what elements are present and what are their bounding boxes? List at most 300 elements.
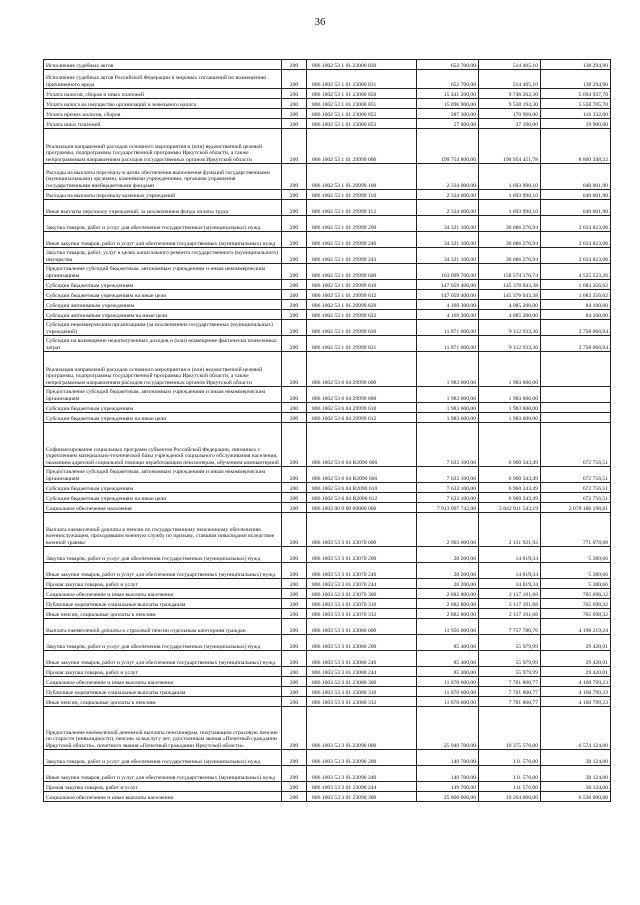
cell-executed-amount: 30 686 276,94 — [479, 248, 541, 264]
table-row — [44, 707, 611, 750]
cell-planned-amount: 15 096 900,00 — [417, 99, 479, 109]
cell-planned-amount: 7 633 100,00 — [417, 467, 479, 483]
cell-budget-code: 806 1002 53 6 04 29999 610 — [307, 403, 417, 413]
cell-description: Иные закупки товаров, работ и услуг для обеспечения государственных (муниципальных) нужд — [44, 563, 282, 579]
cell-planned-amount: 287 300,00 — [417, 109, 479, 119]
cell-budget-code: 806 1003 53 3 01 23070 300 — [307, 589, 417, 599]
cell-line-code: 200 — [282, 248, 307, 264]
cell-executed-amount: 19 375 576,00 — [479, 707, 541, 750]
table-row — [44, 792, 611, 802]
cell-line-code: 200 — [282, 423, 307, 467]
cell-budget-code: 806 1002 53 6 04 29999 600 — [307, 387, 417, 403]
cell-executed-amount: 1 983 600,00 — [479, 352, 541, 387]
cell-executed-amount: 145 376 043,38 — [479, 290, 541, 300]
cell-line-code: 200 — [282, 483, 307, 493]
cell-executed-amount: 6 960 343,49 — [479, 467, 541, 483]
cell-line-code: 200 — [282, 563, 307, 579]
cell-remainder-amount: 138 294,90 — [541, 60, 611, 70]
table-row — [44, 483, 611, 493]
cell-description: Субсидии бюджетным учреждениям — [44, 483, 282, 493]
cell-executed-amount: 2 117 101,68 — [479, 599, 541, 609]
cell-executed-amount: 1 983 600,00 — [479, 413, 541, 423]
table-row — [44, 99, 611, 109]
cell-description: Субсидии некоммерческим организациям (за исключением государственных (муниципальных) учреждений) — [44, 320, 282, 336]
table-row — [44, 232, 611, 248]
cell-remainder-amount: 5 558 705,70 — [541, 99, 611, 109]
cell-budget-code: 806 1002 53 1 01 29999 112 — [307, 200, 417, 216]
cell-line-code: 200 — [282, 750, 307, 766]
cell-line-code: 200 — [282, 310, 307, 320]
cell-remainder-amount: 640 001,90 — [541, 200, 611, 216]
cell-remainder-amount: 4 168 799,23 — [541, 687, 611, 697]
cell-line-code: 200 — [282, 190, 307, 200]
cell-budget-code: 806 1002 53 1 01 29999 620 — [307, 300, 417, 310]
cell-planned-amount: 11 956 000,00 — [417, 619, 479, 635]
cell-description: Исполнение судебных актов Российской Федерации и мировых соглашений по возмещению причиненного вреда — [44, 70, 282, 89]
cell-description: Социальное обеспечение населения — [44, 503, 282, 513]
table-row — [44, 290, 611, 300]
cell-remainder-amount: 4 168 799,23 — [541, 677, 611, 687]
cell-planned-amount: 20 200,00 — [417, 547, 479, 563]
cell-budget-code: 806 1002 53 1 01 29999 600 — [307, 264, 417, 280]
cell-line-code: 200 — [282, 200, 307, 216]
cell-line-code: 200 — [282, 782, 307, 792]
cell-budget-code: 806 1002 53 1 01 23000 852 — [307, 109, 417, 119]
cell-planned-amount: 85 400,00 — [417, 635, 479, 651]
cell-planned-amount: 652 700,00 — [417, 70, 479, 89]
table-row — [44, 119, 611, 129]
cell-executed-amount: 6 960 343,49 — [479, 483, 541, 493]
cell-planned-amount: 11 870 600,00 — [417, 687, 479, 697]
cell-executed-amount: 55 979,99 — [479, 667, 541, 677]
table-row — [44, 493, 611, 503]
cell-executed-amount: 1 693 998,10 — [479, 200, 541, 216]
cell-line-code: 200 — [282, 651, 307, 667]
cell-line-code: 200 — [282, 766, 307, 782]
table-row — [44, 677, 611, 687]
cell-line-code: 200 — [282, 619, 307, 635]
cell-line-code: 200 — [282, 164, 307, 190]
table-row — [44, 248, 611, 264]
cell-remainder-amount: 1 683 356,62 — [541, 290, 611, 300]
cell-line-code: 200 — [282, 707, 307, 750]
cell-remainder-amount: 765 698,32 — [541, 609, 611, 619]
cell-description: Субсидии бюджетным учреждениям на иные цели — [44, 413, 282, 423]
cell-remainder-amount: 672 756,51 — [541, 483, 611, 493]
cell-description: Выплата ежемесячной доплаты к страховой пенсии отдельным категориям граждан — [44, 619, 282, 635]
cell-planned-amount: 34 321 100,00 — [417, 216, 479, 232]
table-row — [44, 264, 611, 280]
cell-planned-amount: 2 334 000,00 — [417, 190, 479, 200]
cell-budget-code: 806 1002 53 1 01 23000 831 — [307, 70, 417, 89]
cell-description: Субсидии бюджетным учреждениям — [44, 403, 282, 413]
cell-planned-amount: 25 800 000,00 — [417, 792, 479, 802]
table-row — [44, 513, 611, 547]
cell-executed-amount: 30 686 276,94 — [479, 232, 541, 248]
cell-remainder-amount: 4 525 523,26 — [541, 264, 611, 280]
cell-remainder-amount: 6 574 124,00 — [541, 707, 611, 750]
cell-line-code: 200 — [282, 320, 307, 336]
cell-description: Предоставление субсидий бюджетным, автономным учреждениям и иным некоммерческим организациям — [44, 387, 282, 403]
cell-remainder-amount: 38 124,00 — [541, 750, 611, 766]
cell-planned-amount: 149 700,00 — [417, 782, 479, 792]
cell-executed-amount: 55 979,99 — [479, 635, 541, 651]
cell-remainder-amount: 5 694 937,70 — [541, 89, 611, 99]
cell-description: Уплата налогов, сборов и иных платежей — [44, 89, 282, 99]
cell-description: Субсидии автономным учреждениям на иные цели — [44, 310, 282, 320]
cell-planned-amount: 25 949 700,00 — [417, 707, 479, 750]
cell-executed-amount: 14 819,34 — [479, 547, 541, 563]
cell-description: Уплата налога на имущество организаций и земельного налога — [44, 99, 282, 109]
cell-description: Предоставление субсидий бюджетным, автономным учреждениям и иным некоммерческим организациям — [44, 264, 282, 280]
cell-description: Закупка товаров, работ и услуг для обеспечения государственных (муниципальных) нужд — [44, 750, 282, 766]
cell-planned-amount: 1 983 600,00 — [417, 413, 479, 423]
cell-line-code: 200 — [282, 119, 307, 129]
cell-executed-amount: 1 693 998,10 — [479, 190, 541, 200]
cell-budget-code: 806 1002 53 1 01 29999 630 — [307, 320, 417, 336]
cell-budget-code: 806 1003 53 3 01 23070 000 — [307, 513, 417, 547]
cell-executed-amount: 7 701 800,77 — [479, 697, 541, 707]
table-row — [44, 352, 611, 387]
cell-remainder-amount: 84 100,00 — [541, 310, 611, 320]
cell-line-code: 200 — [282, 109, 307, 119]
cell-description: Реализация направлений расходов основного мероприятия и (или) ведомственной целевой программы, подпрограммы государственной программы Иркутской области, а также непрограммным направлениям расходов государственных органов Иркутской области — [44, 129, 282, 164]
cell-description: Социальное обеспечение и иные выплаты населению — [44, 589, 282, 599]
cell-description: Расходы на выплаты персоналу казенных учреждений — [44, 190, 282, 200]
cell-remainder-amount: 29 420,01 — [541, 635, 611, 651]
cell-budget-code: 806 1002 53 6 04 R2090 610 — [307, 483, 417, 493]
cell-planned-amount: 11 871 000,00 — [417, 320, 479, 336]
table-row — [44, 599, 611, 609]
cell-description: Прочая закупка товаров, работ и услуг — [44, 667, 282, 677]
table-row — [44, 609, 611, 619]
cell-executed-amount: 6 960 343,49 — [479, 423, 541, 467]
cell-planned-amount: 85 400,00 — [417, 667, 479, 677]
cell-remainder-amount: 4 198 219,24 — [541, 619, 611, 635]
cell-budget-code: 806 1002 53 1 01 29999 610 — [307, 280, 417, 290]
table-row — [44, 619, 611, 635]
cell-budget-code: 806 1003 53 3 01 23080 310 — [307, 687, 417, 697]
cell-description: Предоставление субсидий бюджетным, автономным учреждениям и иным некоммерческим организациям — [44, 467, 282, 483]
cell-line-code: 200 — [282, 677, 307, 687]
cell-remainder-amount: 5 380,66 — [541, 579, 611, 589]
cell-budget-code: 806 1003 53 3 01 23080 240 — [307, 651, 417, 667]
budget-table-wrapper — [43, 59, 610, 802]
cell-remainder-amount: 29 420,01 — [541, 667, 611, 677]
cell-line-code: 200 — [282, 609, 307, 619]
table-row — [44, 635, 611, 651]
cell-remainder-amount: 29 420,01 — [541, 651, 611, 667]
cell-remainder-amount: 5 380,66 — [541, 563, 611, 579]
cell-executed-amount: 9 538 194,30 — [479, 99, 541, 109]
cell-description: Социальное обеспечение и иные выплаты населению — [44, 792, 282, 802]
cell-line-code: 200 — [282, 60, 307, 70]
cell-executed-amount: 111 576,00 — [479, 750, 541, 766]
cell-planned-amount: 2 334 000,00 — [417, 164, 479, 190]
cell-planned-amount: 149 700,00 — [417, 766, 479, 782]
cell-description: Исполнение судебных актов — [44, 60, 282, 70]
table-row — [44, 467, 611, 483]
cell-budget-code: 806 1002 53 6 04 R2090 000 — [307, 423, 417, 467]
budget-execution-table — [43, 59, 611, 802]
cell-executed-amount: 14 819,34 — [479, 579, 541, 589]
cell-line-code: 200 — [282, 547, 307, 563]
cell-line-code: 200 — [282, 89, 307, 99]
table-body — [44, 60, 611, 802]
cell-remainder-amount: 38 124,00 — [541, 766, 611, 782]
cell-line-code: 200 — [282, 336, 307, 352]
cell-budget-code: 806 1002 53 1 01 23000 851 — [307, 99, 417, 109]
cell-executed-amount: 9 112 933,36 — [479, 336, 541, 352]
cell-executed-amount: 2 131 921,92 — [479, 513, 541, 547]
table-row — [44, 547, 611, 563]
cell-remainder-amount — [541, 403, 611, 413]
cell-remainder-amount: 19 900,00 — [541, 119, 611, 129]
cell-executed-amount: 190 954 451,78 — [479, 129, 541, 164]
cell-description: Прочая закупка товаров, работ и услуг — [44, 782, 282, 792]
cell-remainder-amount — [541, 413, 611, 423]
cell-budget-code: 806 1003 53 3 01 23080 200 — [307, 635, 417, 651]
cell-budget-code: 806 1002 53 1 01 29999 622 — [307, 310, 417, 320]
cell-remainder-amount: 2 758 066,64 — [541, 320, 611, 336]
cell-remainder-amount: 3 634 823,06 — [541, 216, 611, 232]
cell-line-code: 200 — [282, 513, 307, 547]
cell-description: Закупка товаров, работ, услуг в целях капитального ремонта государственного (муниципального) имущества — [44, 248, 282, 264]
cell-executed-amount: 1 693 998,10 — [479, 164, 541, 190]
table-row — [44, 70, 611, 89]
cell-budget-code: 806 1003 53 3 01 23080 000 — [307, 619, 417, 635]
table-row — [44, 109, 611, 119]
cell-line-code: 200 — [282, 387, 307, 403]
cell-planned-amount: 7 633 100,00 — [417, 493, 479, 503]
cell-remainder-amount: 38 124,00 — [541, 782, 611, 792]
cell-description: Закупка товаров, работ и услуг для обеспечения государственных (муниципальных) нужд — [44, 216, 282, 232]
cell-line-code: 200 — [282, 232, 307, 248]
cell-executed-amount: 37 100,00 — [479, 119, 541, 129]
cell-remainder-amount: 2 070 186 198,81 — [541, 503, 611, 513]
cell-line-code: 200 — [282, 129, 307, 164]
cell-description: Публичные нормативные социальные выплаты гражданам — [44, 599, 282, 609]
cell-remainder-amount — [541, 387, 611, 403]
cell-line-code: 200 — [282, 99, 307, 109]
cell-executed-amount: 4 085 200,00 — [479, 300, 541, 310]
cell-line-code: 200 — [282, 493, 307, 503]
cell-remainder-amount: 672 756,51 — [541, 467, 611, 483]
cell-line-code: 200 — [282, 352, 307, 387]
cell-planned-amount: 652 700,00 — [417, 60, 479, 70]
table-row — [44, 164, 611, 190]
cell-planned-amount: 4 169 300,00 — [417, 300, 479, 310]
cell-planned-amount: 7 913 097 742,00 — [417, 503, 479, 513]
table-row — [44, 697, 611, 707]
cell-remainder-amount: 1 683 356,62 — [541, 280, 611, 290]
cell-planned-amount: 1 983 600,00 — [417, 387, 479, 403]
cell-description: Субсидии на возмещение недополученных доходов и (или) возмещение фактически понесенных затрат — [44, 336, 282, 352]
cell-executed-amount: 158 574 176,74 — [479, 264, 541, 280]
cell-budget-code: 806 1002 53 1 01 29999 000 — [307, 129, 417, 164]
table-row — [44, 667, 611, 677]
cell-line-code: 200 — [282, 216, 307, 232]
table-row — [44, 320, 611, 336]
cell-line-code: 200 — [282, 403, 307, 413]
cell-line-code: 200 — [282, 579, 307, 589]
cell-budget-code: 806 1003 53 3 01 23090 200 — [307, 750, 417, 766]
cell-executed-amount: 7 701 800,77 — [479, 687, 541, 697]
cell-remainder-amount: 2 758 066,64 — [541, 336, 611, 352]
cell-line-code: 200 — [282, 290, 307, 300]
cell-executed-amount: 145 376 043,38 — [479, 280, 541, 290]
cell-budget-code: 806 1002 53 6 04 R2090 600 — [307, 467, 417, 483]
cell-remainder-amount: 765 698,32 — [541, 599, 611, 609]
table-row — [44, 216, 611, 232]
table-row — [44, 129, 611, 164]
table-row — [44, 403, 611, 413]
cell-executed-amount: 5 842 911 543,19 — [479, 503, 541, 513]
cell-planned-amount: 11 870 600,00 — [417, 697, 479, 707]
cell-budget-code: 806 1003 53 3 01 23070 310 — [307, 599, 417, 609]
cell-remainder-amount: 3 634 823,06 — [541, 232, 611, 248]
table-row — [44, 766, 611, 782]
cell-executed-amount: 30 686 276,94 — [479, 216, 541, 232]
cell-remainder-amount: 116 332,00 — [541, 109, 611, 119]
cell-remainder-amount: 765 698,32 — [541, 589, 611, 599]
cell-remainder-amount: 640 001,90 — [541, 164, 611, 190]
cell-description: Реализация направлений расходов основного мероприятия и (или) ведомственной целевой программы, подпрограммы государственной программы Иркутской области, а также непрограммным направлениям расходов государственных органов Иркутской области — [44, 352, 282, 387]
cell-planned-amount: 7 633 100,00 — [417, 483, 479, 493]
cell-remainder-amount: 8 800 348,22 — [541, 129, 611, 164]
cell-executed-amount: 1 983 600,00 — [479, 387, 541, 403]
cell-planned-amount: 34 321 100,00 — [417, 248, 479, 264]
cell-remainder-amount: 5 380,66 — [541, 547, 611, 563]
cell-line-code: 200 — [282, 635, 307, 651]
cell-budget-code: 806 1003 53 3 01 23070 312 — [307, 609, 417, 619]
cell-budget-code: 806 1003 53 3 01 23090 300 — [307, 792, 417, 802]
cell-line-code: 200 — [282, 467, 307, 483]
table-row — [44, 280, 611, 290]
cell-planned-amount: 2 882 800,00 — [417, 599, 479, 609]
table-row — [44, 651, 611, 667]
cell-executed-amount: 2 117 101,68 — [479, 609, 541, 619]
cell-executed-amount: 7 701 800,77 — [479, 677, 541, 687]
cell-description: Публичные нормативные социальные выплаты гражданам — [44, 687, 282, 697]
cell-planned-amount: 2 334 000,00 — [417, 200, 479, 216]
cell-description: Выплата ежемесячной доплаты к пенсии по государственному пенсионному обеспечению военнослужащим, проходившим военную службу по призыву, ставшим инвалидами вследствие военной травмы — [44, 513, 282, 547]
cell-description: Софинансирование социальных программ субъектов Российской Федерации, связанных с укреплением материально-технической базы учреждений социального обслуживания населения, оказанием адресной социальной помощи неработающим пенсионерам, обучением компьютерной — [44, 423, 282, 467]
cell-remainder-amount: 138 294,90 — [541, 70, 611, 89]
cell-planned-amount: 1 983 600,00 — [417, 352, 479, 387]
cell-description: Закупка товаров, работ и услуг для обеспечения государственных (муниципальных) нужд — [44, 547, 282, 563]
cell-planned-amount: 15 441 200,00 — [417, 89, 479, 99]
cell-line-code: 200 — [282, 667, 307, 677]
cell-budget-code: 806 1003 00 0 00 00000 000 — [307, 503, 417, 513]
cell-description: Субсидии бюджетным учреждениям — [44, 280, 282, 290]
cell-executed-amount: 4 085 200,00 — [479, 310, 541, 320]
cell-planned-amount: 2 903 000,00 — [417, 513, 479, 547]
cell-budget-code: 806 1002 53 1 01 23000 830 — [307, 60, 417, 70]
cell-planned-amount: 20 200,00 — [417, 579, 479, 589]
cell-planned-amount: 11 870 600,00 — [417, 677, 479, 687]
table-row — [44, 190, 611, 200]
cell-line-code: 200 — [282, 503, 307, 513]
cell-budget-code: 806 1003 53 3 01 23080 312 — [307, 697, 417, 707]
cell-remainder-amount: 672 756,51 — [541, 493, 611, 503]
cell-planned-amount: 57 000,00 — [417, 119, 479, 129]
cell-budget-code: 806 1002 53 1 01 23000 850 — [307, 89, 417, 99]
cell-planned-amount: 2 882 800,00 — [417, 589, 479, 599]
table-row — [44, 563, 611, 579]
cell-budget-code: 806 1003 53 3 01 23080 300 — [307, 677, 417, 687]
cell-planned-amount: 147 059 400,00 — [417, 290, 479, 300]
cell-remainder-amount: 771 078,08 — [541, 513, 611, 547]
cell-budget-code: 806 1002 53 1 01 29999 100 — [307, 164, 417, 190]
cell-budget-code: 806 1002 53 6 04 29999 000 — [307, 352, 417, 387]
cell-line-code: 200 — [282, 687, 307, 697]
cell-executed-amount: 514 405,10 — [479, 70, 541, 89]
cell-line-code: 200 — [282, 300, 307, 310]
cell-budget-code: 806 1003 53 3 01 23070 200 — [307, 547, 417, 563]
table-row — [44, 300, 611, 310]
cell-line-code: 200 — [282, 599, 307, 609]
cell-planned-amount: 11 871 000,00 — [417, 336, 479, 352]
cell-budget-code: 806 1002 53 1 01 29999 200 — [307, 216, 417, 232]
table-row — [44, 687, 611, 697]
cell-remainder-amount: 6 536 000,00 — [541, 792, 611, 802]
cell-executed-amount: 2 117 101,68 — [479, 589, 541, 599]
cell-line-code: 200 — [282, 264, 307, 280]
cell-description: Расходы на выплаты персоналу в целях обеспечения выполнения функций государственными (муниципальными) органами, казенными учреждениями, органами управления государственными внебюджетными фондами — [44, 164, 282, 190]
cell-budget-code: 806 1002 53 1 01 29999 631 — [307, 336, 417, 352]
cell-description: Предоставление ежемесячной денежной выплаты пенсионерам, получающим страховую пенсию по старости (инвалидности), пенсию за выслугу лет, удостоенным звания «Почетный гражданин Иркутской области», почетного звания «Почетный гражданин Иркутской области» — [44, 707, 282, 750]
cell-budget-code: 806 1003 53 3 01 23080 244 — [307, 667, 417, 677]
cell-remainder-amount: 84 100,00 — [541, 300, 611, 310]
cell-planned-amount: 85 400,00 — [417, 651, 479, 667]
table-row — [44, 387, 611, 403]
cell-planned-amount: 147 059 400,00 — [417, 280, 479, 290]
cell-description: Иные пенсии, социальные доплаты к пенсиям — [44, 609, 282, 619]
cell-description: Субсидии бюджетным учреждениям на иные цели — [44, 493, 282, 503]
cell-budget-code: 806 1002 53 1 01 23000 853 — [307, 119, 417, 129]
cell-budget-code: 806 1003 53 3 01 23090 000 — [307, 707, 417, 750]
cell-description: Закупка товаров, работ и услуг для обеспечения государственных (муниципальных) нужд — [44, 635, 282, 651]
cell-executed-amount: 9 746 262,30 — [479, 89, 541, 99]
table-row — [44, 336, 611, 352]
cell-description: Социальное обеспечение и иные выплаты населению — [44, 677, 282, 687]
cell-budget-code: 806 1002 53 1 01 29999 612 — [307, 290, 417, 300]
table-row — [44, 503, 611, 513]
cell-executed-amount: 55 979,99 — [479, 651, 541, 667]
cell-budget-code: 806 1003 53 3 01 23090 244 — [307, 782, 417, 792]
cell-executed-amount: 14 819,34 — [479, 563, 541, 579]
cell-executed-amount: 1 983 600,00 — [479, 403, 541, 413]
cell-budget-code: 806 1002 53 1 01 29999 110 — [307, 190, 417, 200]
cell-remainder-amount: 672 756,51 — [541, 423, 611, 467]
cell-planned-amount: 149 700,00 — [417, 750, 479, 766]
cell-description: Иные закупки товаров, работ и услуг для обеспечения государственных (муниципальных) нужд — [44, 232, 282, 248]
cell-executed-amount: 19 264 000,00 — [479, 792, 541, 802]
cell-description: Субсидии бюджетным учреждениям на иные цели — [44, 290, 282, 300]
cell-description: Иные пенсии, социальные доплаты к пенсиям — [44, 697, 282, 707]
table-row — [44, 60, 611, 70]
cell-description: Прочая закупка товаров, работ и услуг — [44, 579, 282, 589]
table-row — [44, 750, 611, 766]
cell-planned-amount: 34 321 100,00 — [417, 232, 479, 248]
cell-line-code: 200 — [282, 792, 307, 802]
cell-planned-amount: 1 983 600,00 — [417, 403, 479, 413]
table-row — [44, 423, 611, 467]
cell-remainder-amount: 3 634 823,06 — [541, 248, 611, 264]
cell-description: Иные закупки товаров, работ и услуг для обеспечения государственных (муниципальных) нужд — [44, 651, 282, 667]
table-row — [44, 89, 611, 99]
